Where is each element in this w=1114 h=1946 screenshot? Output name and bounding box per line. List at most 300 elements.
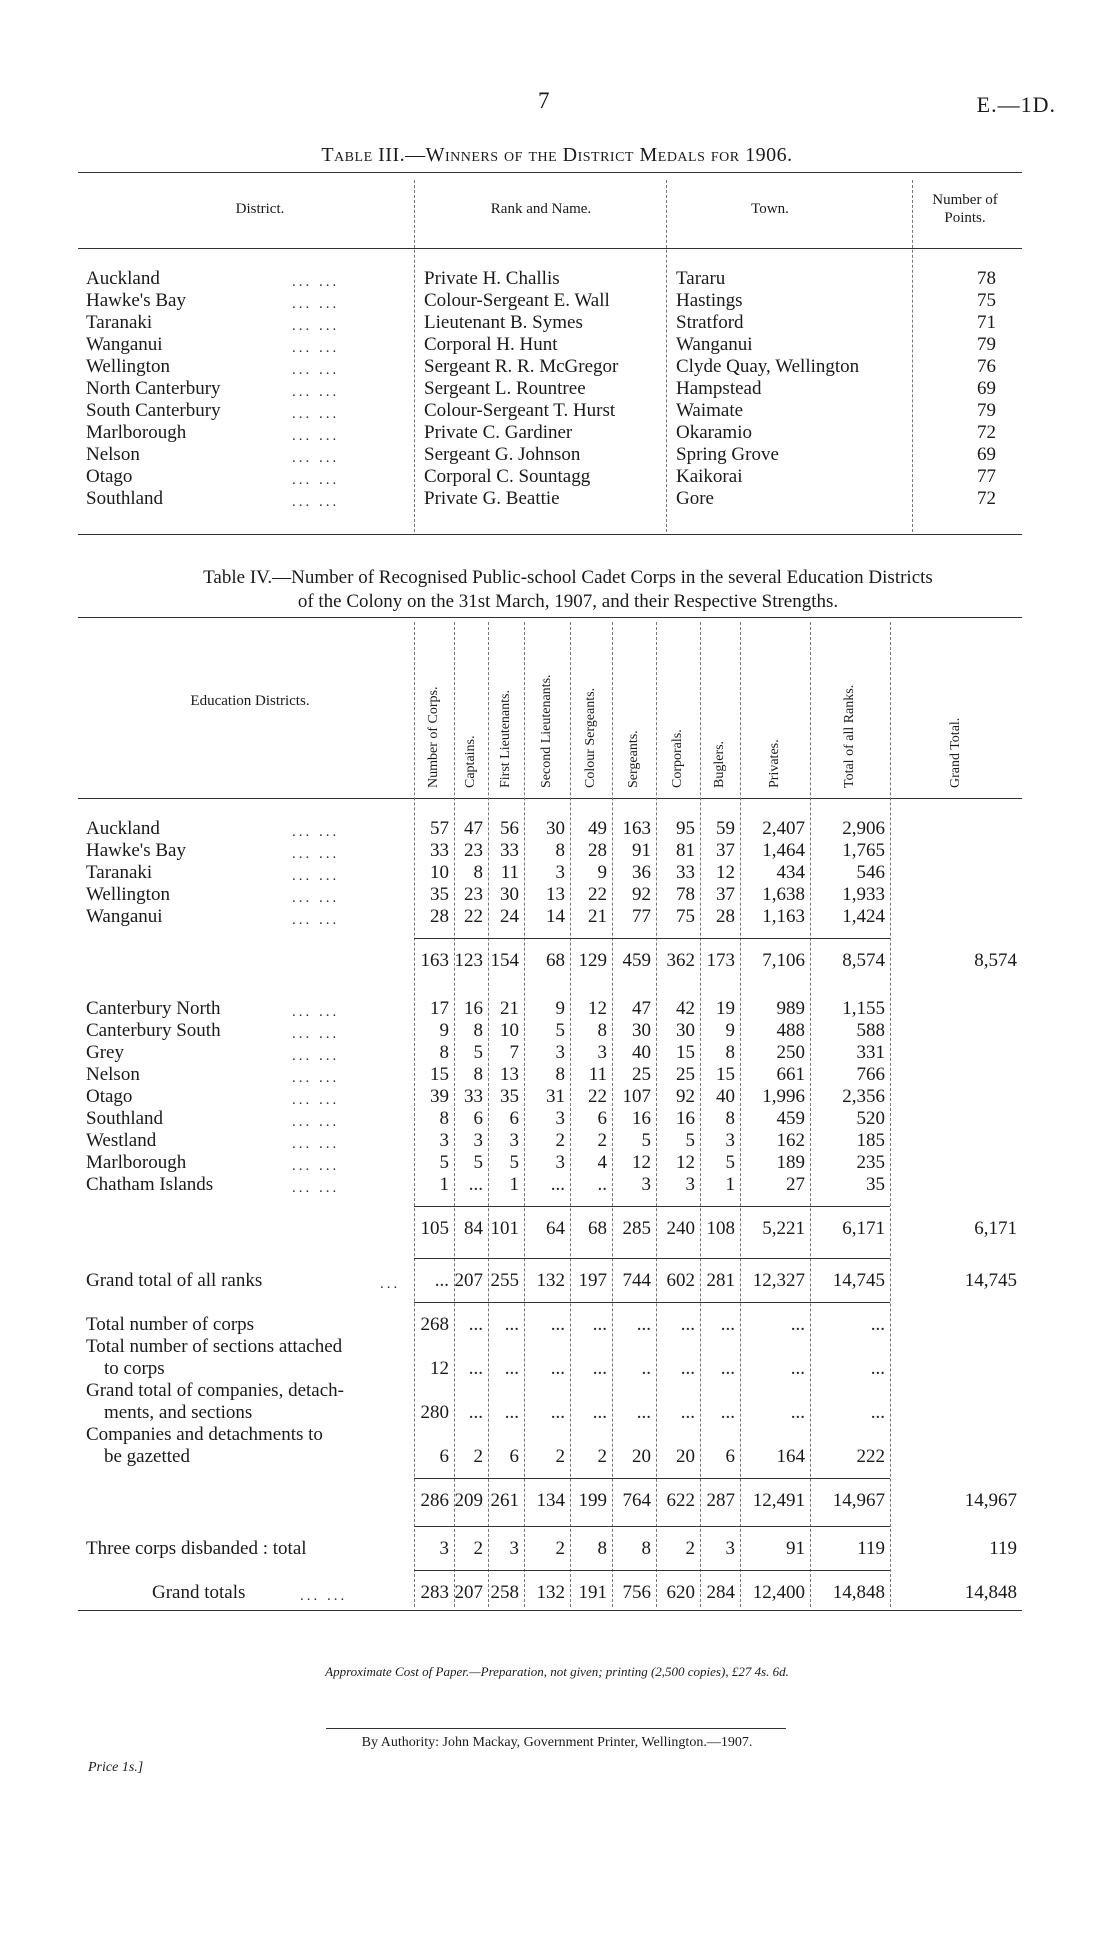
table4-cell: 3 <box>685 1174 695 1195</box>
table4-cell: 6 <box>509 1446 519 1467</box>
table4-title <box>78 566 1058 614</box>
table4-cell: 8 <box>597 1020 607 1041</box>
table4-cell: 25 <box>676 1064 695 1085</box>
table4-total-rule <box>414 1258 890 1259</box>
table4-leader-dots: ... ... <box>292 1158 340 1174</box>
table4-cell: 22 <box>588 884 607 905</box>
table4-cell: 163 <box>622 818 651 839</box>
table4-cell: 22 <box>588 1086 607 1107</box>
table4-cell: 185 <box>856 1130 885 1151</box>
grand-totals-label: Grand totals <box>152 1582 246 1603</box>
table4-cell: 105 <box>420 1218 449 1239</box>
table4-cell: 12 <box>676 1152 695 1173</box>
page-reference: E.—1D. <box>976 92 1056 117</box>
table4-header-col: Privates. <box>767 739 782 788</box>
table3-district: Wanganui <box>86 334 163 355</box>
table4-district: Auckland <box>86 818 160 839</box>
table4-cell: 13 <box>500 1064 519 1085</box>
table4-cell: 23 <box>464 840 483 861</box>
table4-header-col: Second Lieutenants. <box>539 674 554 788</box>
table4-cell: 16 <box>632 1108 651 1129</box>
table4-cell: 42 <box>676 998 695 1019</box>
table4-cell: 95 <box>676 818 695 839</box>
authority-line: By Authority: John Mackay, Government Printer, Wellington.—1907. <box>361 1735 753 1750</box>
table3-rank-name: Sergeant R. R. McGregor <box>424 356 619 377</box>
table4-cell: .. <box>641 1358 651 1379</box>
table4-cell: 119 <box>989 1538 1017 1559</box>
table4-cell: 92 <box>676 1086 695 1107</box>
table4-cell: 20 <box>676 1446 695 1467</box>
table3-rank-name: Sergeant L. Rountree <box>424 378 586 399</box>
table3-leader-dots: ... ... <box>292 384 340 400</box>
table4-cell: 5 <box>509 1152 519 1173</box>
table4-header-col: Total of all Ranks. <box>842 684 857 788</box>
table4-cell: 56 <box>500 818 519 839</box>
table4-district: Otago <box>86 1086 133 1107</box>
table4-cell: 17 <box>430 998 449 1019</box>
table3-rank-name: Colour-Sergeant T. Hurst <box>424 400 616 421</box>
table4-cell: 240 <box>666 1218 695 1239</box>
table4-cell: 1,996 <box>762 1086 805 1107</box>
table4-cell: 27 <box>786 1174 805 1195</box>
table4-cell: 3 <box>439 1538 449 1559</box>
table4-leader-dots: ... ... <box>300 1588 348 1604</box>
table4-cell: 21 <box>500 998 519 1019</box>
table4-cell: 154 <box>490 950 519 971</box>
table4-cell: 3 <box>473 1130 483 1151</box>
table4-cell: 14,848 <box>964 1582 1017 1603</box>
table4-cell: 77 <box>632 906 651 927</box>
table4-cell: 75 <box>676 906 695 927</box>
table4-cell: 283 <box>420 1582 449 1603</box>
table4-cell: 30 <box>632 1020 651 1041</box>
table3-points: 75 <box>977 290 996 311</box>
table4-cell: 14,848 <box>832 1582 885 1603</box>
table4-cell: ... <box>504 1358 519 1379</box>
table4-cell: 22 <box>464 906 483 927</box>
table4-cell: 163 <box>420 950 449 971</box>
table4-cell: 81 <box>676 840 695 861</box>
table3-title: Table III.—Winners of the District Medals for 1906. <box>321 144 793 166</box>
table4-district: Taranaki <box>86 862 153 883</box>
table4-cell: 744 <box>622 1270 651 1291</box>
table4-cell: 1,933 <box>842 884 885 905</box>
table3-leader-dots: ... ... <box>292 318 340 334</box>
table4-total-rule <box>414 1206 890 1207</box>
table4-header-col: Sergeants. <box>626 730 641 788</box>
table3-leader-dots: ... ... <box>292 296 340 312</box>
table4-cell: 764 <box>622 1490 651 1511</box>
table4-cell: 33 <box>500 840 519 861</box>
table3-town: Kaikorai <box>676 466 743 487</box>
table4-cell: 255 <box>490 1270 519 1291</box>
table4-cell: 6 <box>597 1108 607 1129</box>
table4-cell: 20 <box>632 1446 651 1467</box>
table4-leader-dots: ... ... <box>292 1004 340 1020</box>
table4-cell: 14,745 <box>832 1270 885 1291</box>
table4-cell: 8 <box>597 1538 607 1559</box>
table4-cell: ... <box>468 1174 483 1195</box>
table4-cell: 520 <box>856 1108 885 1129</box>
table4-cell: 207 <box>454 1270 483 1291</box>
table4-cell: 199 <box>578 1490 607 1511</box>
table4-cell: 1 <box>509 1174 519 1195</box>
table4-cell: 3 <box>597 1042 607 1063</box>
table4-district: Nelson <box>86 1064 140 1085</box>
table4-cell: 602 <box>666 1270 695 1291</box>
table3-rank-name: Private H. Challis <box>424 268 560 289</box>
table4-cell: ... <box>550 1314 565 1335</box>
table4-cell: 33 <box>676 862 695 883</box>
table4-cell: ... <box>550 1358 565 1379</box>
table3-district: Taranaki <box>86 312 153 333</box>
table4-cell: ... <box>720 1402 735 1423</box>
table4-cell: ... <box>790 1402 805 1423</box>
table4-cell: 129 <box>578 950 607 971</box>
table4-district: Chatham Islands <box>86 1174 214 1195</box>
table4-cell: 2 <box>555 1130 565 1151</box>
table4-cell: 9 <box>439 1020 449 1041</box>
table4-cell: 132 <box>536 1582 565 1603</box>
table4-leader-dots: ... ... <box>292 1070 340 1086</box>
table4-cell: 12 <box>588 998 607 1019</box>
table4-cell: 2 <box>597 1130 607 1151</box>
table4-cell: 64 <box>546 1218 565 1239</box>
table4-cell: 47 <box>464 818 483 839</box>
table4-cell: 173 <box>706 950 735 971</box>
table3-points: 72 <box>977 488 996 509</box>
table4-header-col: Captains. <box>463 735 478 788</box>
table4-cell: 2 <box>555 1538 565 1559</box>
table3-town: Wanganui <box>676 334 753 355</box>
table4-cell: 37 <box>716 884 735 905</box>
table4-cell: 12,491 <box>752 1490 805 1511</box>
table4-cell: ... <box>550 1174 565 1195</box>
table3-rank-name: Sergeant G. Johnson <box>424 444 581 465</box>
table4-cell: 164 <box>776 1446 805 1467</box>
table4-cell: ... <box>720 1314 735 1335</box>
table4-cell: ... <box>790 1358 805 1379</box>
table4-cell: 35 <box>866 1174 885 1195</box>
table3-leader-dots: ... ... <box>292 406 340 422</box>
table3-rank-name: Private G. Beattie <box>424 488 560 509</box>
table4-cell: 14,967 <box>964 1490 1017 1511</box>
table3-leader-dots: ... ... <box>292 340 340 356</box>
table4-cell: 209 <box>454 1490 483 1511</box>
table3-town: Clyde Quay, Wellington <box>676 356 860 377</box>
table3-rank-name: Colour-Sergeant E. Wall <box>424 290 610 311</box>
table4-header-col: Colour Sergeants. <box>583 687 598 788</box>
table4-cell: 6,171 <box>974 1218 1017 1239</box>
table4-cell: ... <box>504 1402 519 1423</box>
table4-cell: .. <box>597 1174 607 1195</box>
table3-leader-dots: ... ... <box>292 472 340 488</box>
table3-points: 72 <box>977 422 996 443</box>
table4-cell: 91 <box>786 1538 805 1559</box>
table4-cell: 331 <box>856 1042 885 1063</box>
table4-cell: 14,967 <box>832 1490 885 1511</box>
table4-cell: 119 <box>857 1538 885 1559</box>
table4-leader-dots: ... ... <box>292 868 340 884</box>
table4-column-rule <box>890 622 891 1607</box>
table3-leader-dots: ... ... <box>292 494 340 510</box>
table4-cell: 284 <box>706 1582 735 1603</box>
table4-cell: 16 <box>676 1108 695 1129</box>
table4-cell: 5 <box>555 1020 565 1041</box>
table4-total-rule <box>414 1478 890 1479</box>
table3-points: 79 <box>977 334 996 355</box>
table4-cell: 33 <box>430 840 449 861</box>
table3-points: 78 <box>977 268 996 289</box>
table4-district: Hawke's Bay <box>86 840 186 861</box>
table3-district: Auckland <box>86 268 160 289</box>
table4-cell: 6,171 <box>842 1218 885 1239</box>
table4-cell: ... <box>592 1402 607 1423</box>
table4-cell: 9 <box>555 998 565 1019</box>
table4-extra-label-cont: to corps <box>104 1358 165 1379</box>
table4-district: Wanganui <box>86 906 163 927</box>
table4-cell: ... <box>680 1358 695 1379</box>
table4-cell: 2 <box>685 1538 695 1559</box>
table4-extra-label: Companies and detachments to <box>86 1424 323 1445</box>
table3-rank-name: Corporal H. Hunt <box>424 334 558 355</box>
table3-points: 69 <box>977 378 996 399</box>
table4-cell: 68 <box>588 1218 607 1239</box>
table4-cell: ... <box>720 1358 735 1379</box>
table4-cell: 28 <box>430 906 449 927</box>
table4-cell: 2 <box>555 1446 565 1467</box>
table4-cell: 11 <box>588 1064 607 1085</box>
table3-leader-dots: ... ... <box>292 450 340 466</box>
table4-cell: 362 <box>666 950 695 971</box>
table4-cell: 285 <box>622 1218 651 1239</box>
table4-district: Canterbury South <box>86 1020 221 1041</box>
table4-cell: 5 <box>439 1152 449 1173</box>
table3-district: Otago <box>86 466 133 487</box>
table4-cell: 8 <box>439 1108 449 1129</box>
table4-title-line1: Table IV.—Number of Recognised Public-school Cadet Corps in the several Education Districts <box>203 567 933 588</box>
table4-cell: 191 <box>578 1582 607 1603</box>
table4-cell: ... <box>592 1358 607 1379</box>
table4-cell: 6 <box>725 1446 735 1467</box>
table4-cell: 6 <box>473 1108 483 1129</box>
table4-cell: 286 <box>420 1490 449 1511</box>
table4-cell: 84 <box>464 1218 483 1239</box>
table4-leader-dots: ... ... <box>292 1026 340 1042</box>
table4-cell: 1,464 <box>762 840 805 861</box>
table4-cell: 9 <box>725 1020 735 1041</box>
table4-cell: 35 <box>500 1086 519 1107</box>
table4-total-rule <box>414 1570 890 1571</box>
table4-cell: 5 <box>473 1042 483 1063</box>
table4-cell: 1,155 <box>842 998 885 1019</box>
table4-cell: 258 <box>490 1582 519 1603</box>
table4-district: Marlborough <box>86 1152 187 1173</box>
table4-cell: 222 <box>856 1446 885 1467</box>
table4-cell: 3 <box>641 1174 651 1195</box>
table4-cell: 47 <box>632 998 651 1019</box>
table4-cell: 2,906 <box>842 818 885 839</box>
table4-cell: 268 <box>420 1314 449 1335</box>
table4-leader-dots: ... <box>380 1276 401 1292</box>
table4-cell: 57 <box>430 818 449 839</box>
cost-note: Approximate Cost of Paper.—Preparation, not given; printing (2,500 copies), £27 4s. 6d. <box>325 1664 789 1679</box>
table4-title-line2: of the Colony on the 31st March, 1907, and their Respective Strengths. <box>297 591 839 612</box>
table3-points: 71 <box>977 312 996 333</box>
table4-cell: 756 <box>622 1582 651 1603</box>
table4-cell: 197 <box>578 1270 607 1291</box>
table4-header-districts: Education Districts. <box>190 693 310 709</box>
table4-cell: 5 <box>473 1152 483 1173</box>
table4-cell: 3 <box>725 1538 735 1559</box>
table3-rank-name: Private C. Gardiner <box>424 422 573 443</box>
table3-header-rank-name: Rank and Name. <box>490 201 592 217</box>
table4-header-col: Number of Corps. <box>426 686 441 788</box>
table4-district: Grey <box>86 1042 124 1063</box>
table3-rank-name: Lieutenant B. Symes <box>424 312 583 333</box>
table3-district: North Canterbury <box>86 378 221 399</box>
table4-cell: 8 <box>725 1042 735 1063</box>
table4-cell: 8 <box>555 1064 565 1085</box>
table4-cell: 2,407 <box>762 818 805 839</box>
table4-cell: ... <box>790 1314 805 1335</box>
table4-cell: 6 <box>439 1446 449 1467</box>
table4-cell: 8 <box>725 1108 735 1129</box>
table4-cell: 13 <box>546 884 565 905</box>
table4-cell: 28 <box>716 906 735 927</box>
table4-cell: 24 <box>500 906 519 927</box>
table4-cell: 3 <box>555 1152 565 1173</box>
grand-total-all-ranks-label: Grand total of all ranks <box>86 1270 263 1291</box>
table3-district: Southland <box>86 488 164 509</box>
table4-extra-label-cont: be gazetted <box>104 1446 190 1467</box>
table3-town: Hampstead <box>676 378 762 399</box>
table4-cell: 261 <box>490 1490 519 1511</box>
table4-cell: 16 <box>464 998 483 1019</box>
table4-cell: 8 <box>641 1538 651 1559</box>
table4-district: Canterbury North <box>86 998 221 1019</box>
table4-cell: 123 <box>454 950 483 971</box>
table4-cell: 49 <box>588 818 607 839</box>
table4-cell: 5 <box>685 1130 695 1151</box>
table4-cell: 6 <box>509 1108 519 1129</box>
table4-cell: 434 <box>776 862 805 883</box>
table3-district: Wellington <box>86 356 170 377</box>
table4-cell: 5 <box>725 1152 735 1173</box>
table4-cell: 91 <box>632 840 651 861</box>
table4-cell: 108 <box>706 1218 735 1239</box>
table3-leader-dots: ... ... <box>292 428 340 444</box>
table4-cell: 588 <box>856 1020 885 1041</box>
table3-district: Marlborough <box>86 422 187 443</box>
table4-cell: 30 <box>546 818 565 839</box>
price: Price 1s.] <box>88 1760 144 1775</box>
table3-rank-name: Corporal C. Sountagg <box>424 466 591 487</box>
table4-header-col: Grand Total. <box>948 717 963 788</box>
table4-cell: 19 <box>716 998 735 1019</box>
table4-cell: 132 <box>536 1270 565 1291</box>
table4-cell: 1,163 <box>762 906 805 927</box>
table3-district: Nelson <box>86 444 140 465</box>
table4-cell: 28 <box>588 840 607 861</box>
table4-cell: 459 <box>622 950 651 971</box>
table4-cell: 162 <box>776 1130 805 1151</box>
table4-cell: 15 <box>430 1064 449 1085</box>
table4-cell: 7,106 <box>762 950 805 971</box>
table4-leader-dots: ... ... <box>292 1136 340 1152</box>
table4-cell: 2 <box>473 1538 483 1559</box>
table3-town: Gore <box>676 488 714 509</box>
table4-header-col: First Lieutenants. <box>498 690 513 788</box>
table4-cell: 15 <box>716 1064 735 1085</box>
table4-header-col: Buglers. <box>712 740 727 788</box>
table4-cell: 3 <box>439 1130 449 1151</box>
table4-cell: 10 <box>430 862 449 883</box>
table4-cell: 661 <box>776 1064 805 1085</box>
table4-cell: 9 <box>597 862 607 883</box>
table4-cell: 3 <box>725 1130 735 1151</box>
table4-cell: 40 <box>632 1042 651 1063</box>
table4-cell: 101 <box>490 1218 519 1239</box>
table4-cell: 12 <box>430 1358 449 1379</box>
table4-cell: 12,327 <box>752 1270 805 1291</box>
table4-extra-label: Total number of corps <box>86 1314 255 1335</box>
table4-cell: 5 <box>641 1130 651 1151</box>
table4-cell: 8 <box>473 1064 483 1085</box>
table4-cell: 3 <box>555 1042 565 1063</box>
page-number: 7 <box>538 88 550 113</box>
table4-cell: 3 <box>555 1108 565 1129</box>
table4-total-rule <box>414 1302 890 1303</box>
table4-cell: 12 <box>632 1152 651 1173</box>
table3-header-town: Town. <box>751 201 789 217</box>
table4-cell: ... <box>592 1314 607 1335</box>
table4-cell: 30 <box>676 1020 695 1041</box>
table4-cell: ... <box>434 1270 449 1291</box>
table4-leader-dots: ... ... <box>292 1092 340 1108</box>
table3-district: South Canterbury <box>86 400 221 421</box>
table4-header-col: Corporals. <box>670 729 685 788</box>
table4-cell: ... <box>468 1358 483 1379</box>
table4-cell: 59 <box>716 818 735 839</box>
table4-cell: 2 <box>597 1446 607 1467</box>
table4-cell: 281 <box>706 1270 735 1291</box>
table4-cell: 33 <box>464 1086 483 1107</box>
table4-cell: 21 <box>588 906 607 927</box>
table4-cell: 1 <box>725 1174 735 1195</box>
table4-cell: 36 <box>632 862 651 883</box>
table4-extra-label-cont: ments, and sections <box>104 1402 253 1423</box>
table4-cell: 622 <box>666 1490 695 1511</box>
table4-leader-dots: ... ... <box>292 1114 340 1130</box>
table3-points: 76 <box>977 356 996 377</box>
table3-points: 69 <box>977 444 996 465</box>
table4-cell: 11 <box>500 862 519 883</box>
table4-cell: ... <box>636 1314 651 1335</box>
table4-cell: 620 <box>666 1582 695 1603</box>
table4-cell: 280 <box>420 1402 449 1423</box>
table4-cell: 8 <box>555 840 565 861</box>
table4-cell: ... <box>680 1402 695 1423</box>
table4-cell: 25 <box>632 1064 651 1085</box>
table3-town: Spring Grove <box>676 444 779 465</box>
table4-cell: ... <box>870 1402 885 1423</box>
table3-district: Hawke's Bay <box>86 290 186 311</box>
table4-cell: 250 <box>776 1042 805 1063</box>
table3-points: 77 <box>977 466 996 487</box>
table4-cell: 5,221 <box>762 1218 805 1239</box>
table4-total-rule <box>414 938 890 939</box>
